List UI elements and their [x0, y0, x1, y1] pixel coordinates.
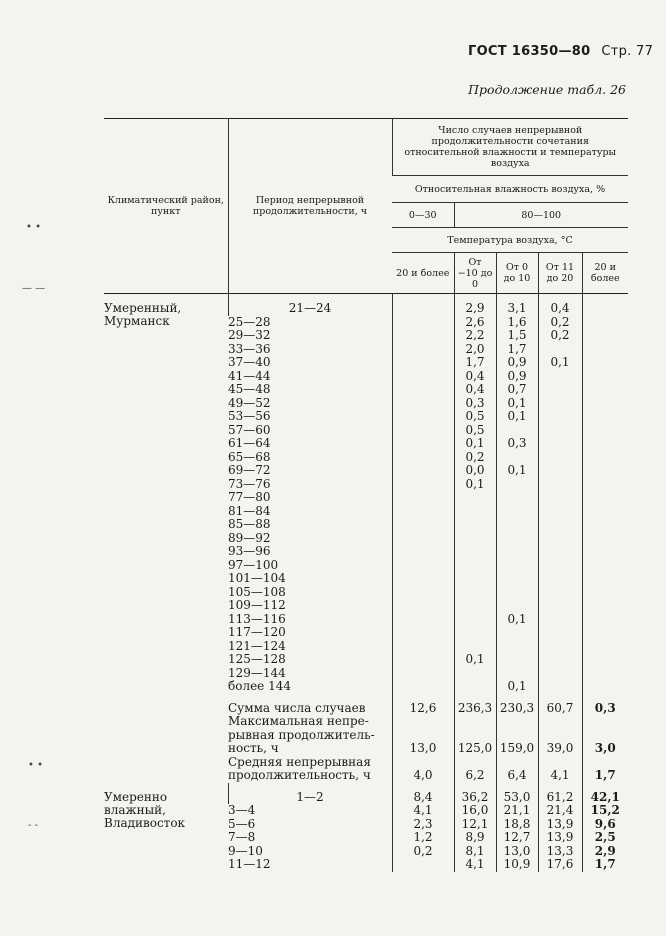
- summary-label: продолжительность, ч: [228, 768, 371, 782]
- value-cell: [392, 478, 454, 492]
- summary-label: Средняя непрерывная: [228, 754, 371, 769]
- value-cell: [454, 599, 496, 613]
- summary-value-empty: [582, 756, 628, 770]
- value-cell: 21,4: [538, 804, 582, 818]
- summary-label: Максимальная непре-: [228, 714, 369, 728]
- value-cell: [538, 640, 582, 654]
- value-cell: 1,2: [392, 831, 454, 845]
- col-header-humidity: Относительная влажность воздуха, %: [392, 176, 628, 203]
- period-cell: 25—28: [228, 314, 271, 329]
- value-cell: [392, 397, 454, 411]
- period-cell: 117—120: [228, 625, 286, 639]
- value-cell: [392, 545, 454, 559]
- value-cell: [582, 640, 628, 654]
- period-cell: 129—144: [228, 665, 286, 680]
- data-table: [104, 118, 628, 872]
- value-cell: [582, 356, 628, 370]
- period-cell: 73—76: [228, 476, 271, 491]
- value-cell: [582, 586, 628, 600]
- value-cell: [582, 613, 628, 627]
- value-cell: [496, 518, 538, 532]
- value-cell: 17,6: [538, 858, 582, 872]
- period-cell: 33—36: [228, 341, 271, 356]
- value-cell: [538, 613, 582, 627]
- value-cell: 8,9: [454, 831, 496, 845]
- value-cell: 0,9: [496, 370, 538, 384]
- value-cell: [538, 464, 582, 478]
- summary-value: 1,7: [582, 769, 628, 783]
- value-cell: 1,7: [454, 356, 496, 370]
- value-cell: [538, 437, 582, 451]
- summary-value: 4,0: [392, 769, 454, 783]
- value-cell: [496, 667, 538, 681]
- value-cell: [582, 491, 628, 505]
- value-cell: [392, 680, 454, 694]
- value-cell: [496, 424, 538, 438]
- value-cell: [582, 545, 628, 559]
- col-header-temp-3: От 0 до 10: [496, 253, 538, 294]
- value-cell: [582, 294, 628, 316]
- margin-mark: — —: [22, 283, 46, 294]
- summary-label: рывная продолжитель-: [228, 727, 375, 742]
- value-cell: [392, 370, 454, 384]
- value-cell: [582, 478, 628, 492]
- value-cell: [538, 559, 582, 573]
- value-cell: [538, 532, 582, 546]
- value-cell: 1,6: [496, 316, 538, 330]
- value-cell: [392, 559, 454, 573]
- region-cell: Умеренный, Мурманск: [104, 301, 182, 328]
- margin-mark: • •: [28, 760, 43, 771]
- value-cell: [496, 572, 538, 586]
- value-cell: [582, 410, 628, 424]
- value-cell: 0,9: [496, 356, 538, 370]
- period-cell: 57—60: [228, 422, 271, 437]
- period-cell: 41—44: [228, 368, 271, 383]
- value-cell: [538, 478, 582, 492]
- value-cell: [582, 329, 628, 343]
- value-cell: [582, 599, 628, 613]
- value-cell: [538, 545, 582, 559]
- value-cell: [582, 316, 628, 330]
- period-cell: 101—104: [228, 571, 286, 585]
- value-cell: [392, 518, 454, 532]
- value-cell: [454, 518, 496, 532]
- page-header: [468, 44, 653, 59]
- value-cell: [538, 572, 582, 586]
- value-cell: 13,0: [496, 845, 538, 859]
- period-cell: 105—108: [228, 584, 286, 599]
- value-cell: [496, 653, 538, 667]
- value-cell: [392, 640, 454, 654]
- value-cell: 18,8: [496, 818, 538, 832]
- summary-value: 12,6: [392, 694, 454, 716]
- value-cell: 0,1: [496, 613, 538, 627]
- value-cell: 1,7: [496, 343, 538, 357]
- summary-value: 39,0: [538, 742, 582, 756]
- value-cell: [392, 316, 454, 330]
- col-header-temp-4: От 11 до 20: [538, 253, 582, 294]
- value-cell: 13,3: [538, 845, 582, 859]
- value-cell: [582, 370, 628, 384]
- value-cell: 2,2: [454, 329, 496, 343]
- value-cell: [496, 626, 538, 640]
- value-cell: [538, 599, 582, 613]
- col-header-region: Климатический район, пункт: [104, 119, 228, 294]
- value-cell: 0,4: [454, 370, 496, 384]
- period-cell: 7—8: [228, 830, 256, 844]
- page-number: Стр. 77: [601, 44, 654, 59]
- value-cell: 2,6: [454, 316, 496, 330]
- value-cell: [392, 424, 454, 438]
- value-cell: [496, 478, 538, 492]
- value-cell: 2,0: [454, 343, 496, 357]
- period-cell: 69—72: [228, 463, 271, 477]
- value-cell: [392, 464, 454, 478]
- period-cell: 109—112: [228, 598, 286, 612]
- period-cell: 29—32: [228, 328, 271, 342]
- summary-label: Сумма числа случаев: [228, 700, 366, 715]
- value-cell: [538, 680, 582, 694]
- value-cell: 61,2: [538, 783, 582, 805]
- value-cell: 2,9: [582, 845, 628, 859]
- value-cell: 0,3: [454, 397, 496, 411]
- value-cell: [454, 626, 496, 640]
- value-cell: [582, 559, 628, 573]
- value-cell: [538, 370, 582, 384]
- table-continuation-caption: Продолжение табл. 26: [468, 82, 626, 97]
- value-cell: [538, 424, 582, 438]
- value-cell: [392, 858, 454, 872]
- value-cell: [496, 491, 538, 505]
- summary-value-empty: [392, 756, 454, 770]
- value-cell: [454, 640, 496, 654]
- period-cell: 21—24: [228, 294, 392, 316]
- period-cell: более 144: [228, 679, 291, 693]
- value-cell: [392, 505, 454, 519]
- value-cell: [392, 572, 454, 586]
- margin-mark: • •: [26, 222, 41, 233]
- table-row: [104, 294, 628, 316]
- period-cell: 121—124: [228, 638, 286, 653]
- value-cell: [538, 586, 582, 600]
- value-cell: 53,0: [496, 783, 538, 805]
- period-cell: 11—12: [228, 857, 271, 871]
- value-cell: 2,3: [392, 818, 454, 832]
- summary-value: 159,0: [496, 742, 538, 756]
- summary-value: 60,7: [538, 694, 582, 716]
- value-cell: 0,4: [454, 383, 496, 397]
- value-cell: 2,9: [454, 294, 496, 316]
- value-cell: [538, 451, 582, 465]
- value-cell: [538, 410, 582, 424]
- value-cell: 0,1: [454, 653, 496, 667]
- value-cell: 2,5: [582, 831, 628, 845]
- value-cell: [582, 397, 628, 411]
- period-cell: 65—68: [228, 449, 271, 464]
- value-cell: [392, 451, 454, 465]
- value-cell: [454, 680, 496, 694]
- value-cell: 8,1: [454, 845, 496, 859]
- value-cell: 0,2: [538, 329, 582, 343]
- col-header-temp-2: От −10 до 0: [454, 253, 496, 294]
- summary-value-empty: [454, 729, 496, 743]
- col-header-temperature: Температура воздуха, °С: [392, 228, 628, 253]
- value-cell: [454, 667, 496, 681]
- period-cell: 89—92: [228, 530, 271, 545]
- value-cell: 3,1: [496, 294, 538, 316]
- value-cell: [454, 613, 496, 627]
- value-cell: [392, 667, 454, 681]
- period-cell: 3—4: [228, 803, 256, 817]
- summary-value: 4,1: [538, 769, 582, 783]
- value-cell: [496, 532, 538, 546]
- period-cell: 9—10: [228, 843, 263, 858]
- value-cell: [392, 599, 454, 613]
- value-cell: 0,1: [496, 464, 538, 478]
- value-cell: 0,5: [454, 424, 496, 438]
- summary-value: 230,3: [496, 694, 538, 716]
- value-cell: [582, 424, 628, 438]
- value-cell: [496, 599, 538, 613]
- summary-value: 6,2: [454, 769, 496, 783]
- summary-value: 6,4: [496, 769, 538, 783]
- period-cell: 53—56: [228, 409, 271, 423]
- value-cell: 0,1: [454, 437, 496, 451]
- value-cell: 13,9: [538, 831, 582, 845]
- summary-value-empty: [538, 715, 582, 729]
- value-cell: 0,4: [538, 294, 582, 316]
- col-header-temp-5: 20 и более: [582, 253, 628, 294]
- value-cell: 0,7: [496, 383, 538, 397]
- value-cell: [392, 294, 454, 316]
- table-head: [104, 119, 628, 294]
- value-cell: 9,6: [582, 818, 628, 832]
- value-cell: [392, 437, 454, 451]
- value-cell: [538, 626, 582, 640]
- value-cell: [582, 383, 628, 397]
- period-cell: 61—64: [228, 436, 271, 450]
- value-cell: [582, 437, 628, 451]
- value-cell: [582, 653, 628, 667]
- value-cell: 0,0: [454, 464, 496, 478]
- value-cell: [582, 343, 628, 357]
- value-cell: [454, 545, 496, 559]
- value-cell: [392, 343, 454, 357]
- period-cell: 49—52: [228, 395, 271, 410]
- value-cell: [582, 451, 628, 465]
- value-cell: [392, 532, 454, 546]
- value-cell: [538, 667, 582, 681]
- margin-mark: - -: [28, 820, 38, 831]
- value-cell: [496, 640, 538, 654]
- value-cell: 1,5: [496, 329, 538, 343]
- period-cell: 125—128: [228, 652, 286, 666]
- value-cell: 42,1: [582, 783, 628, 805]
- value-cell: 36,2: [454, 783, 496, 805]
- value-cell: 12,1: [454, 818, 496, 832]
- value-cell: [538, 505, 582, 519]
- value-cell: [454, 559, 496, 573]
- value-cell: [582, 626, 628, 640]
- value-cell: [392, 329, 454, 343]
- period-cell: 45—48: [228, 382, 271, 396]
- period-cell: 97—100: [228, 557, 279, 572]
- value-cell: 0,1: [538, 356, 582, 370]
- value-cell: [496, 545, 538, 559]
- summary-value-empty: [392, 729, 454, 743]
- summary-value-empty: [454, 715, 496, 729]
- value-cell: [392, 383, 454, 397]
- summary-value: 125,0: [454, 742, 496, 756]
- value-cell: [454, 505, 496, 519]
- value-cell: [582, 505, 628, 519]
- value-cell: [538, 397, 582, 411]
- summary-value-empty: [392, 715, 454, 729]
- value-cell: [454, 586, 496, 600]
- value-cell: [454, 491, 496, 505]
- value-cell: 0,5: [454, 410, 496, 424]
- value-cell: 16,0: [454, 804, 496, 818]
- value-cell: 0,1: [496, 397, 538, 411]
- table-row: [104, 783, 628, 805]
- value-cell: [538, 383, 582, 397]
- value-cell: 10,9: [496, 858, 538, 872]
- summary-value-empty: [538, 729, 582, 743]
- period-cell: 77—80: [228, 490, 271, 504]
- summary-value-empty: [582, 729, 628, 743]
- value-cell: [454, 532, 496, 546]
- period-cell: 93—96: [228, 544, 271, 558]
- col-header-temp-1: 20 и более: [392, 253, 454, 294]
- value-cell: 0,2: [454, 451, 496, 465]
- summary-value: 13,0: [392, 742, 454, 756]
- value-cell: [496, 451, 538, 465]
- summary-value: 3,0: [582, 742, 628, 756]
- value-cell: [392, 356, 454, 370]
- period-cell: 5—6: [228, 816, 256, 831]
- value-cell: 0,1: [496, 680, 538, 694]
- value-cell: 4,1: [454, 858, 496, 872]
- col-header-group: Число случаев непрерывной продолжительности сочетания относительной влажности и температуры воздуха: [392, 119, 628, 176]
- value-cell: 13,9: [538, 818, 582, 832]
- value-cell: [496, 505, 538, 519]
- value-cell: [582, 532, 628, 546]
- value-cell: [392, 613, 454, 627]
- value-cell: [496, 586, 538, 600]
- value-cell: 4,1: [392, 804, 454, 818]
- value-cell: [582, 572, 628, 586]
- value-cell: [392, 653, 454, 667]
- value-cell: 0,3: [496, 437, 538, 451]
- value-cell: [392, 626, 454, 640]
- period-cell: 113—116: [228, 611, 286, 626]
- value-cell: [392, 491, 454, 505]
- region-cell: Умеренно влажный, Владивосток: [104, 789, 186, 830]
- col-header-humidity-high: 80—100: [454, 203, 628, 228]
- summary-label: ность, ч: [228, 741, 279, 755]
- summary-value-empty: [496, 729, 538, 743]
- value-cell: [538, 491, 582, 505]
- value-cell: 8,4: [392, 783, 454, 805]
- summary-value-empty: [582, 715, 628, 729]
- period-cell: 1—2: [228, 783, 392, 805]
- value-cell: 21,1: [496, 804, 538, 818]
- value-cell: 15,2: [582, 804, 628, 818]
- value-cell: 12,7: [496, 831, 538, 845]
- value-cell: [582, 518, 628, 532]
- period-cell: 85—88: [228, 517, 271, 531]
- value-cell: [538, 518, 582, 532]
- value-cell: [454, 572, 496, 586]
- summary-value: 236,3: [454, 694, 496, 716]
- col-header-period: Период непрерывной продолжительности, ч: [228, 119, 392, 294]
- value-cell: [538, 653, 582, 667]
- value-cell: [538, 343, 582, 357]
- value-cell: [582, 680, 628, 694]
- standard-number: ГОСТ 16350—80: [468, 44, 591, 59]
- summary-value: 0,3: [582, 694, 628, 716]
- value-cell: 0,1: [496, 410, 538, 424]
- period-cell: 81—84: [228, 503, 271, 518]
- summary-value-empty: [496, 756, 538, 770]
- value-cell: 0,1: [454, 478, 496, 492]
- table-body: [104, 294, 628, 872]
- value-cell: [392, 586, 454, 600]
- value-cell: [582, 667, 628, 681]
- col-header-humidity-low: 0—30: [392, 203, 454, 228]
- summary-value-empty: [538, 756, 582, 770]
- value-cell: 0,2: [538, 316, 582, 330]
- value-cell: 1,7: [582, 858, 628, 872]
- value-cell: [582, 464, 628, 478]
- value-cell: [392, 410, 454, 424]
- period-cell: 37—40: [228, 355, 271, 369]
- summary-value-empty: [454, 756, 496, 770]
- value-cell: 0,2: [392, 845, 454, 859]
- value-cell: [496, 559, 538, 573]
- summary-value-empty: [496, 715, 538, 729]
